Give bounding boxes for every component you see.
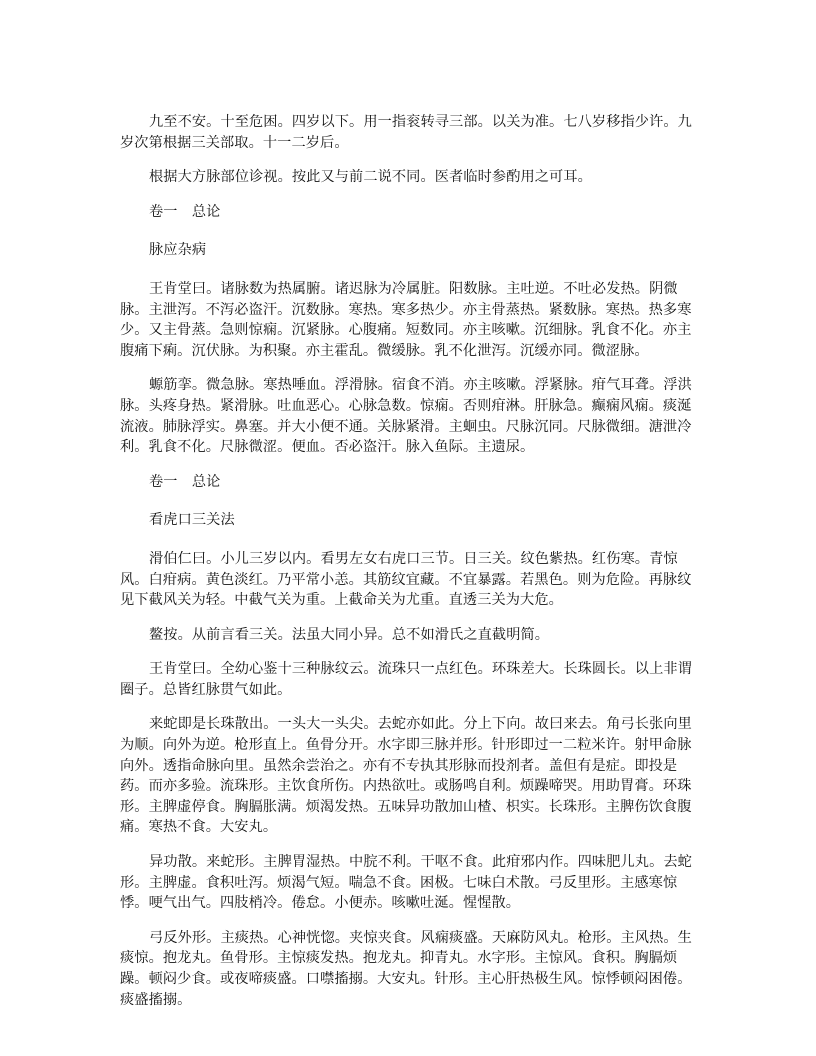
paragraph-bow-shapes: 弓反外形。主痰热。心神恍惚。夹惊夹食。风痫痰盛。天麻防风丸。枪形。主风热。生痰惊。抱龙丸。鱼骨形。主惊痰发热。抱龙丸。抑青丸。水字形。主惊风。食积。胸膈烦躁。顿闷少食。或夜啼痰盛。口噤搐搦。大安丸。针形。主心肝热极生风。惊悸顿闷困倦。痰盛搐搦。 [120,929,692,1008]
paragraph-pattern-shapes: 来蛇即是长珠散出。一头大一头尖。去蛇亦如此。分上下向。故曰来去。角弓长张向里为顺。向外为逆。枪形直上。鱼骨分开。水字即三脉并形。针形即过一二粒米许。射甲命脉向外。透指命脉向里。虽然余尝治之。亦有不专执其形脉而投剂者。盖但有是症。即投是药。而亦多验。流珠形。主饮食所伤。内热欲吐。或肠鸣自利。烦躁啼哭。用助胃膏。环珠形。主脾虚停食。胸膈胀满。烦渴发热。五味异功散加山楂、枳实。长珠形。主脾伤饮食腹痛。寒热不食。大安丸。 [120,716,692,836]
section-heading-volume-one-2: 卷一 总论 [149,473,221,490]
paragraph-adult-pulse-note: 根据大方脉部位诊视。按此又与前二说不同。医者临时参酌用之可耳。 [149,169,592,186]
section-subtitle-tiger-mouth: 看虎口三关法 [149,512,235,529]
section-heading-volume-one: 卷一 总论 [149,203,221,220]
paragraph-wang-kentang-pulses: 王肯堂曰。诸脉数为热属腑。诸迟脉为冷属脏。阳数脉。主吐逆。不吐必发热。阴微脉。主泄泻。不泻必盗汗。沉数脉。寒热。寒多热少。亦主骨蒸热。紧数脉。寒热。热多寒少。又主骨蒸。急则惊痫。沉紧脉。心腹痛。短数同。亦主咳嗽。沉细脉。乳食不化。亦主腹痛下痢。沉伏脉。为积聚。亦主霍乱。微缓脉。乳不化泄泻。沉缓亦同。微涩脉。 [120,280,692,359]
paragraph-ao-note: 鳌按。从前言看三关。法虽大同小异。总不如滑氏之直截明简。 [149,626,550,643]
paragraph-yigong-san: 异功散。来蛇形。主脾胃湿热。中脘不利。干呕不食。此疳邪内作。四味肥儿丸。去蛇形。主脾虚。食积吐泻。烦渴气短。喘急不食。困极。七味白术散。弓反里形。主感寒惊悸。哽气出气。四肢梢冷。倦怠。小便赤。咳嗽吐涎。惺惺散。 [120,854,692,912]
paragraph-pulse-age: 九至不安。十至危困。四岁以下。用一指衮转寻三部。以关为准。七八岁移指少许。九岁次第根据三关部取。十一二岁后。 [120,114,692,151]
section-subtitle-pulse-diseases: 脉应杂病 [149,242,207,259]
paragraph-pulse-symptoms: 螈筋挛。微急脉。寒热唾血。浮滑脉。宿食不消。亦主咳嗽。浮紧脉。疳气耳聋。浮洪脉。头疼身热。紧滑脉。吐血恶心。心脉急数。惊痫。否则疳淋。肝脉急。癫痫风痫。痰涎流液。肺脉浮实。鼻塞。并大小便不通。关脉紧滑。主蛔虫。尺脉沉同。尺脉微细。溏泄冷利。乳食不化。尺脉微涩。便血。否必盗汗。脉入鱼际。主遗尿。 [120,377,692,456]
paragraph-thirteen-patterns: 王肯堂曰。全幼心鉴十三种脉纹云。流珠只一点红色。环珠差大。长珠圆长。以上非谓圈子。总皆红脉贯气如此。 [120,661,692,698]
document-page [120,112,696,1024]
paragraph-hua-boren: 滑伯仁曰。小儿三岁以内。看男左女右虎口三节。日三关。纹色紫热。红伤寒。青惊风。白疳病。黄色淡红。乃平常小恙。其筋纹宜藏。不宜暴露。若黑色。则为危险。再脉纹见下截风关为轻。中截气关为重。上截命关为尤重。直透三关为大危。 [120,550,692,609]
